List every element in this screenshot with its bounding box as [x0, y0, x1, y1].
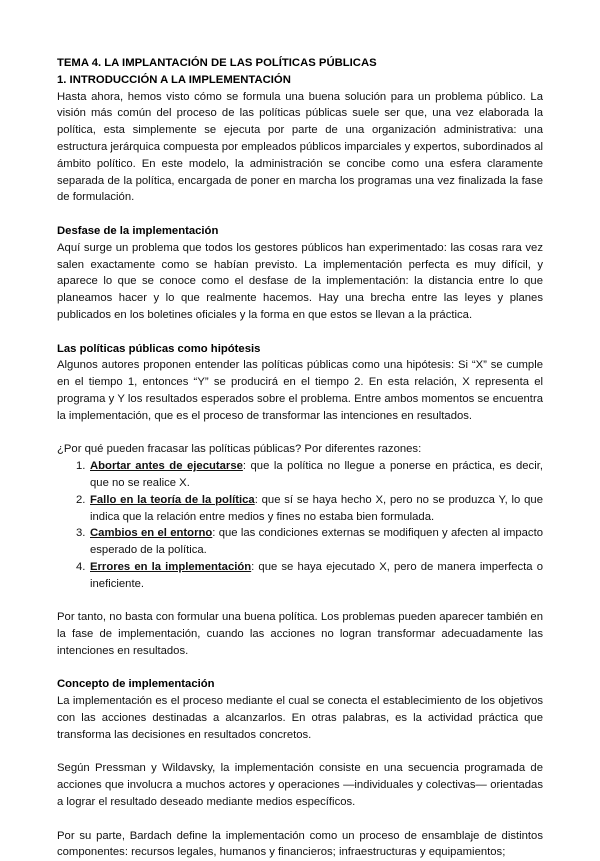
- heading-desfase: Desfase de la implementación: [57, 224, 219, 237]
- list-item-number: 4.: [76, 560, 86, 573]
- concepto-paragraph: La implementación es el proceso mediante el cual se conecta el establecimiento de los objetivos con las acciones destinadas a alcanzarlos. En otras palabras, es la actividad práctica que transforma las decisiones en resultados concretos.: [57, 695, 543, 741]
- reasons-list: [57, 458, 543, 592]
- list-item-text: : que las condiciones externas se modifiquen y afecten al impacto esperado de la política.: [90, 527, 543, 557]
- spacer: [57, 206, 543, 223]
- topic-title: TEMA 4. LA IMPLANTACIÓN DE LAS POLÍTICAS PÚBLICAS: [57, 57, 377, 69]
- pressman-paragraph: Según Pressman y Wildavsky, la implementación consiste en una secuencia programada de acciones que involucra a muchos actores y operaciones —individuales y colectivas— orientadas a lograr el resultado deseado mediante medios específicos.: [57, 762, 543, 809]
- list-item: [57, 525, 543, 559]
- list-item-term: Abortar antes de ejecutarse: [90, 460, 243, 473]
- list-item: [57, 559, 543, 593]
- document-body: [57, 55, 543, 861]
- spacer: [57, 811, 543, 828]
- list-item-term: Errores en la implementación: [90, 560, 252, 573]
- spacer: [57, 425, 543, 442]
- list-item: [57, 492, 543, 526]
- heading-concepto: Concepto de implementación: [57, 678, 215, 691]
- list-item-text: : que la política no llegue a ponerse en práctica, es decir, que no se realice X.: [90, 460, 543, 489]
- list-item-term: Cambios en el entorno: [90, 527, 213, 540]
- list-item-number: 1.: [76, 460, 86, 473]
- intro-paragraph: Hasta ahora, hemos visto cómo se formula una buena solución para un problema público. La visión más común del proceso de las políticas públicas suele ser que, una vez elaborada la política, esta simplemente se ejecuta por parte de una organización administrativa: una estructura jerárquica compuesta por empleados públicos imparciales y expertos, subordinados al ámbito político. En este modelo, la administración se concibe como una esfera claramente separada de la política, encargada de poner en marcha los programas una vez finalizada la fase de formulación.: [57, 90, 543, 204]
- spacer: [57, 660, 543, 677]
- list-item-term: Fallo en la teoría de la política: [90, 493, 255, 506]
- list-item: [57, 458, 543, 492]
- conclusion-paragraph: Por tanto, no basta con formular una buena política. Los problemas pueden aparecer también en la fase de implementación, cuando las acciones no logran transformar adecuadamente las intenciones en resultados.: [57, 611, 543, 657]
- list-item-text: : que se haya ejecutado X, pero de manera imperfecta o ineficiente.: [90, 560, 543, 590]
- bardach-paragraph: Por su parte, Bardach define la implementación como un proceso de ensamblaje de distintos componentes: recursos legales, humanos y financieros; infraestructuras y equipamientos;: [57, 829, 543, 859]
- list-item-text: : que sí se haya hecho X, pero no se produzca Y, lo que indica que la relación entre medios y fines no estaba bien formulada.: [90, 493, 543, 523]
- spacer: [57, 593, 543, 610]
- spacer: [57, 324, 543, 341]
- heading-hipotesis: Las políticas públicas como hipótesis: [57, 342, 261, 355]
- list-item-number: 2.: [76, 493, 86, 506]
- section-title-introduccion: 1. INTRODUCCIÓN A LA IMPLEMENTACIÓN: [57, 73, 291, 86]
- question-line: ¿Por qué pueden fracasar las políticas públicas? Por diferentes razones:: [57, 443, 422, 456]
- list-item-number: 3.: [76, 527, 86, 540]
- hipotesis-paragraph: Algunos autores proponen entender las políticas públicas como una hipótesis: Si “X” se cumple en el tiempo 1, entonces “Y” se producirá en el tiempo 2. En esta relación, X representa el programa y Y los resultados esperados sobre el problema. Entre ambos momentos se encuentra la implementación, que es el proceso de transformar las intenciones en resultados.: [57, 359, 543, 422]
- spacer: [57, 744, 543, 761]
- desfase-paragraph: Aquí surge un problema que todos los gestores públicos han experimentado: las cosas rara vez salen exactamente como se habían previsto. La implementación perfecta es muy difícil, y aparece lo que se conoce como el desfase de la implementación: la distancia entre lo que planeamos hacer y lo que realmente hacemos. Hay una brecha entre las leyes y planes publicados en los boletines oficiales y la forma en que estos se llevan a la práctica.: [57, 241, 543, 321]
